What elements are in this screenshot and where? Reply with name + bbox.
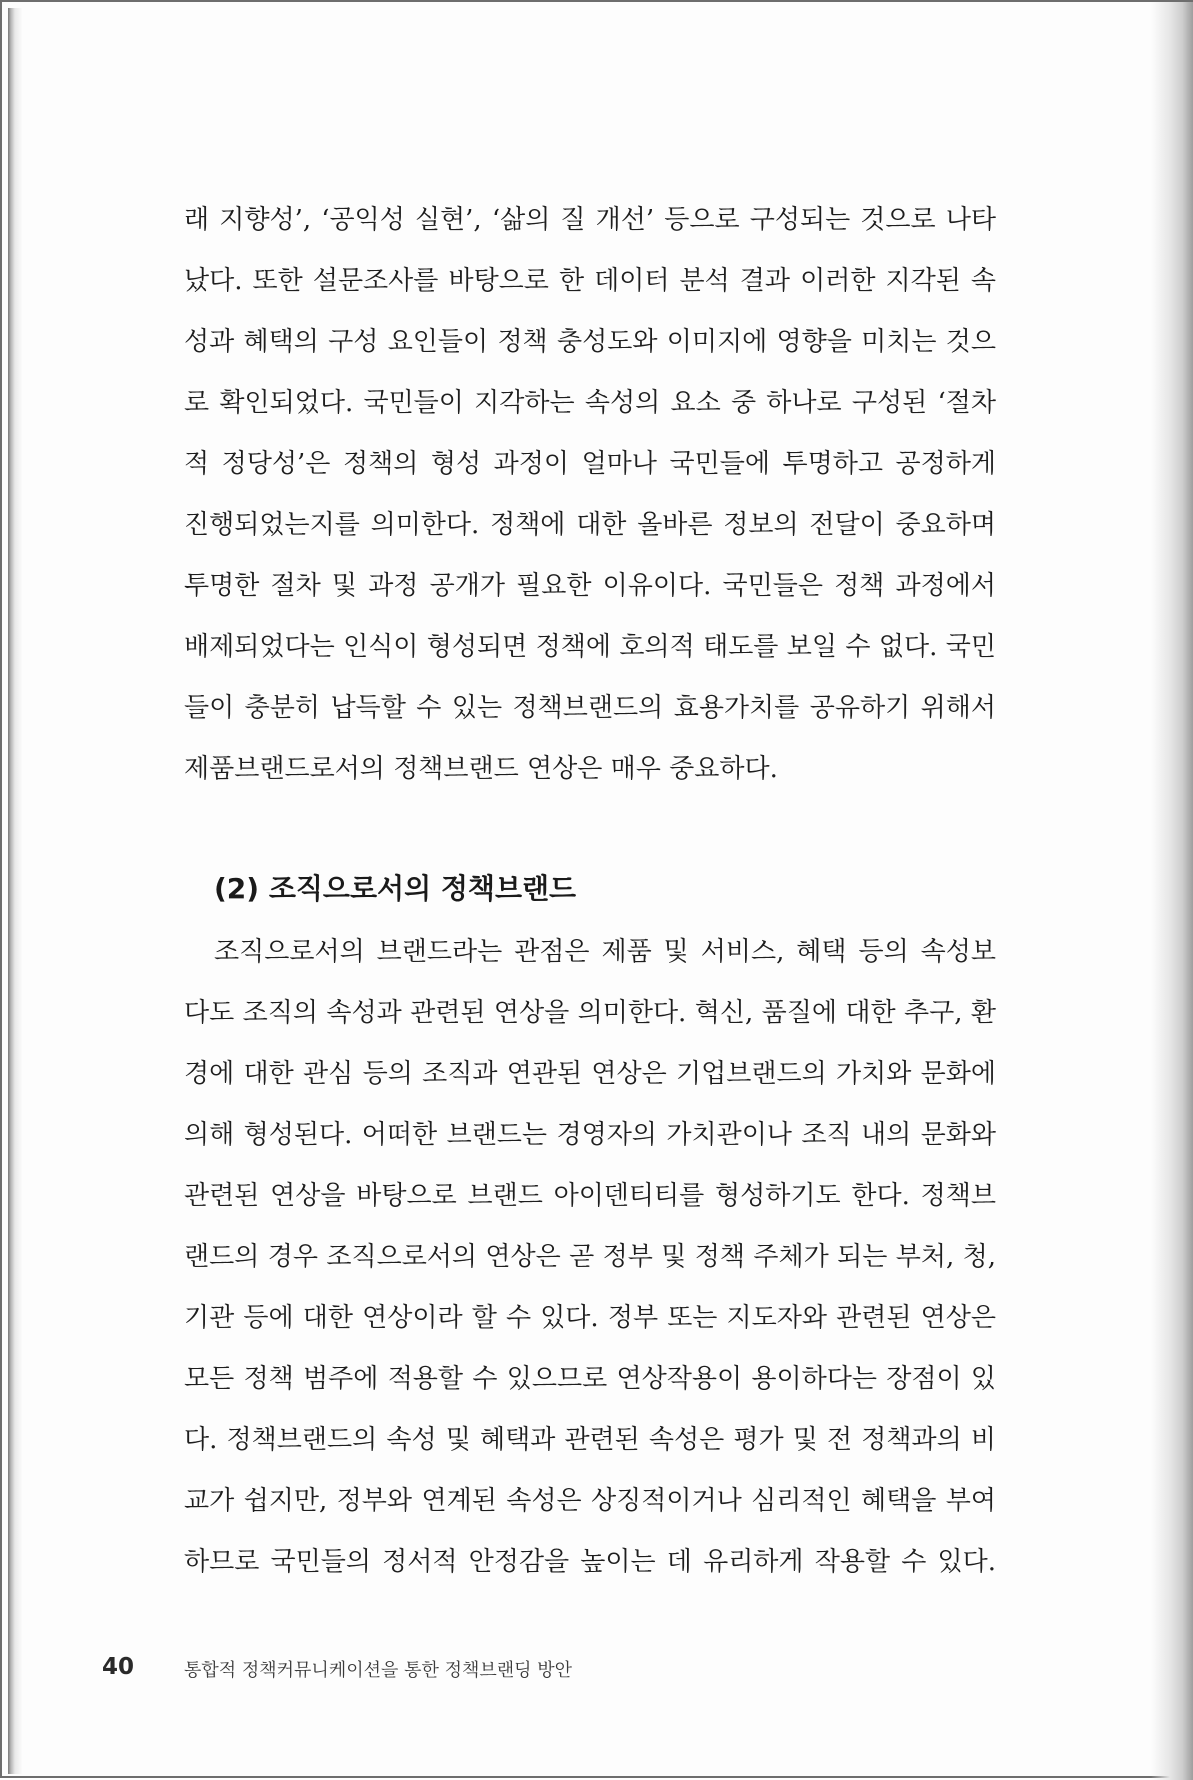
running-title: 통합적 정책커뮤니케이션을 통한 정책브랜딩 방안 [184,1660,573,1681]
text-line: 기관 등에 대한 연상이라 할 수 있다. 정부 또는 지도자와 관련된 연상은 [184,1303,996,1333]
text-line: 래 지향성’, ‘공익성 실현’, ‘삶의 질 개선’ 등으로 구성되는 것으로 나타 [184,205,996,235]
text-line: 하므로 국민들의 정서적 안정감을 높이는 데 유리하게 작용할 수 있다. [184,1547,996,1577]
text-line: 제품브랜드로서의 정책브랜드 연상은 매우 중요하다. [184,754,778,784]
text-line: 로 확인되었다. 국민들이 지각하는 속성의 요소 중 하나로 구성된 ‘절차 [184,388,996,418]
page-edge-shadow [1151,2,1193,1780]
text-line: 적 정당성’은 정책의 형성 과정이 얼마나 국민들에 투명하고 공정하게 [184,449,996,479]
text-line: 성과 혜택의 구성 요인들이 정책 충성도와 이미지에 영향을 미치는 것으 [184,327,996,357]
text-line: 교가 쉽지만, 정부와 연계된 속성은 상징적이거나 심리적인 혜택을 부여 [184,1486,996,1516]
text-line: 났다. 또한 설문조사를 바탕으로 한 데이터 분석 결과 이러한 지각된 속 [184,266,996,296]
text-line: 모든 정책 범주에 적용할 수 있으므로 연상작용이 용이하다는 장점이 있 [184,1364,996,1394]
text-line: 투명한 절차 및 과정 공개가 필요한 이유이다. 국민들은 정책 과정에서 [184,571,996,601]
text-line: 의해 형성된다. 어떠한 브랜드는 경영자의 가치관이나 조직 내의 문화와 [184,1120,996,1150]
section-heading: (2) 조직으로서의 정책브랜드 [214,872,577,905]
page-spine-edge [8,8,22,1774]
text-line: 다. 정책브랜드의 속성 및 혜택과 관련된 속성은 평가 및 전 정책과의 비 [184,1425,996,1455]
page-number: 40 [102,1654,135,1680]
text-line: 배제되었다는 인식이 형성되면 정책에 호의적 태도를 보일 수 없다. 국민 [184,632,996,662]
text-line: 관련된 연상을 바탕으로 브랜드 아이덴티티를 형성하기도 한다. 정책브 [184,1181,996,1211]
text-line: 조직으로서의 브랜드라는 관점은 제품 및 서비스, 혜택 등의 속성보 [214,937,996,967]
text-line: 경에 대한 관심 등의 조직과 연관된 연상은 기업브랜드의 가치와 문화에 [184,1059,996,1089]
body-paragraph-2 [184,922,996,1593]
text-line: 들이 충분히 납득할 수 있는 정책브랜드의 효용가치를 공유하기 위해서 [184,693,996,723]
text-line: 랜드의 경우 조직으로서의 연상은 곧 정부 및 정책 주체가 되는 부처, 청, [184,1242,996,1272]
text-line: 진행되었는지를 의미한다. 정책에 대한 올바른 정보의 전달이 중요하며 [184,510,996,540]
text-line: 다도 조직의 속성과 관련된 연상을 의미한다. 혁신, 품질에 대한 추구, 환 [184,998,996,1028]
body-paragraph-1 [184,190,996,800]
